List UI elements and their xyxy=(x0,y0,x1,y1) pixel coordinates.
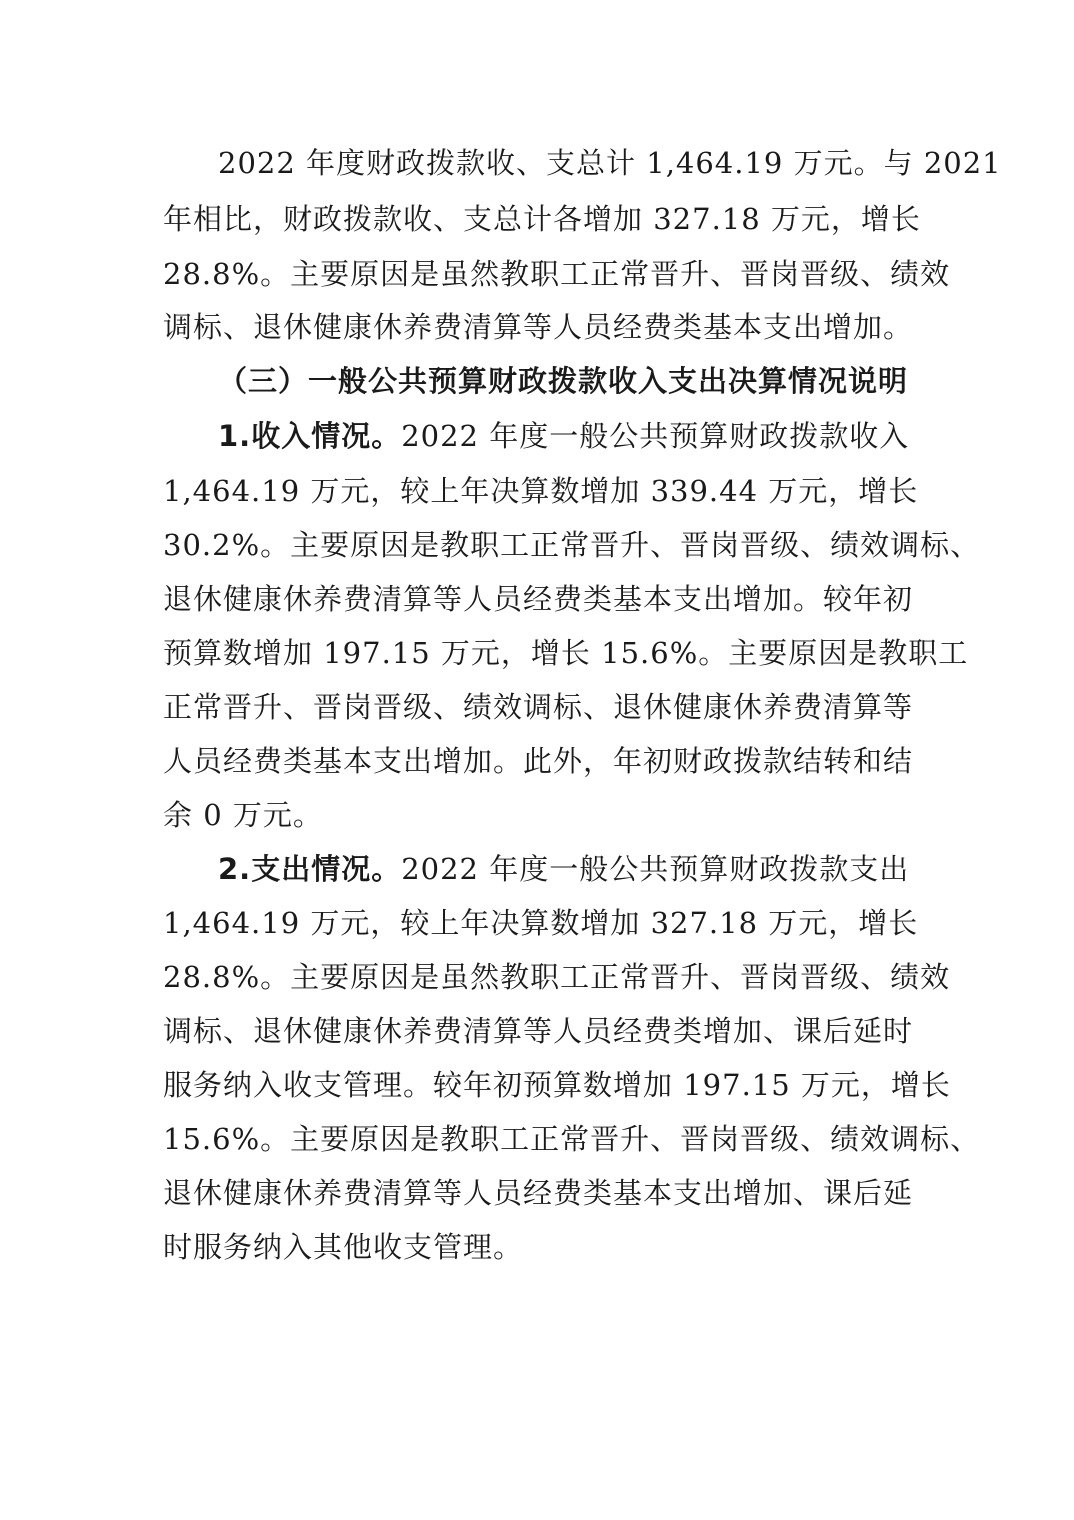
expenditure-first-line-text: 2022 年度一般公共预算财政拨款支出 xyxy=(401,852,910,886)
income-first-line-text: 2022 年度一般公共预算财政拨款收入 xyxy=(401,419,910,453)
paragraph-1-line-3: 28.8%。主要原因是虽然教职工正常晋升、晋岗晋级、绩效 xyxy=(163,257,951,291)
income-line-6: 正常晋升、晋岗晋级、绩效调标、退休健康休养费清算等 xyxy=(163,690,914,724)
expenditure-line-5: 服务纳入收支管理。较年初预算数增加 197.15 万元，增长 xyxy=(163,1068,951,1102)
expenditure-line-7: 退休健康休养费清算等人员经费类基本支出增加、课后延 xyxy=(163,1176,914,1210)
income-line-2: 1,464.19 万元，较上年决算数增加 339.44 万元，增长 xyxy=(163,474,919,508)
paragraph-1-line-1: 2022 年度财政拨款收、支总计 1,464.19 万元。与 2021 xyxy=(218,146,1002,180)
income-first-line xyxy=(218,419,910,453)
expenditure-lead: 2.支出情况。 xyxy=(218,852,402,886)
income-line-3: 30.2%。主要原因是教职工正常晋升、晋岗晋级、绩效调标、 xyxy=(163,528,981,562)
paragraph-1-line-2: 年相比，财政拨款收、支总计各增加 327.18 万元，增长 xyxy=(163,202,921,236)
section-heading: （三）一般公共预算财政拨款收入支出决算情况说明 xyxy=(218,364,909,398)
expenditure-line-3: 28.8%。主要原因是虽然教职工正常晋升、晋岗晋级、绩效 xyxy=(163,960,951,994)
expenditure-first-line xyxy=(218,852,910,886)
income-line-5: 预算数增加 197.15 万元，增长 15.6%。主要原因是教职工 xyxy=(163,636,969,670)
expenditure-line-4: 调标、退休健康休养费清算等人员经费类增加、课后延时 xyxy=(163,1014,914,1048)
expenditure-line-2: 1,464.19 万元，较上年决算数增加 327.18 万元，增长 xyxy=(163,906,919,940)
paragraph-1-line-4: 调标、退休健康休养费清算等人员经费类基本支出增加。 xyxy=(163,310,914,344)
income-lead: 1.收入情况。 xyxy=(218,419,402,453)
income-line-8: 余 0 万元。 xyxy=(163,798,323,832)
expenditure-line-6: 15.6%。主要原因是教职工正常晋升、晋岗晋级、绩效调标、 xyxy=(163,1122,981,1156)
expenditure-line-8: 时服务纳入其他收支管理。 xyxy=(163,1230,524,1264)
income-line-4: 退休健康休养费清算等人员经费类基本支出增加。较年初 xyxy=(163,582,914,616)
income-line-7: 人员经费类基本支出增加。此外，年初财政拨款结转和结 xyxy=(163,744,914,778)
